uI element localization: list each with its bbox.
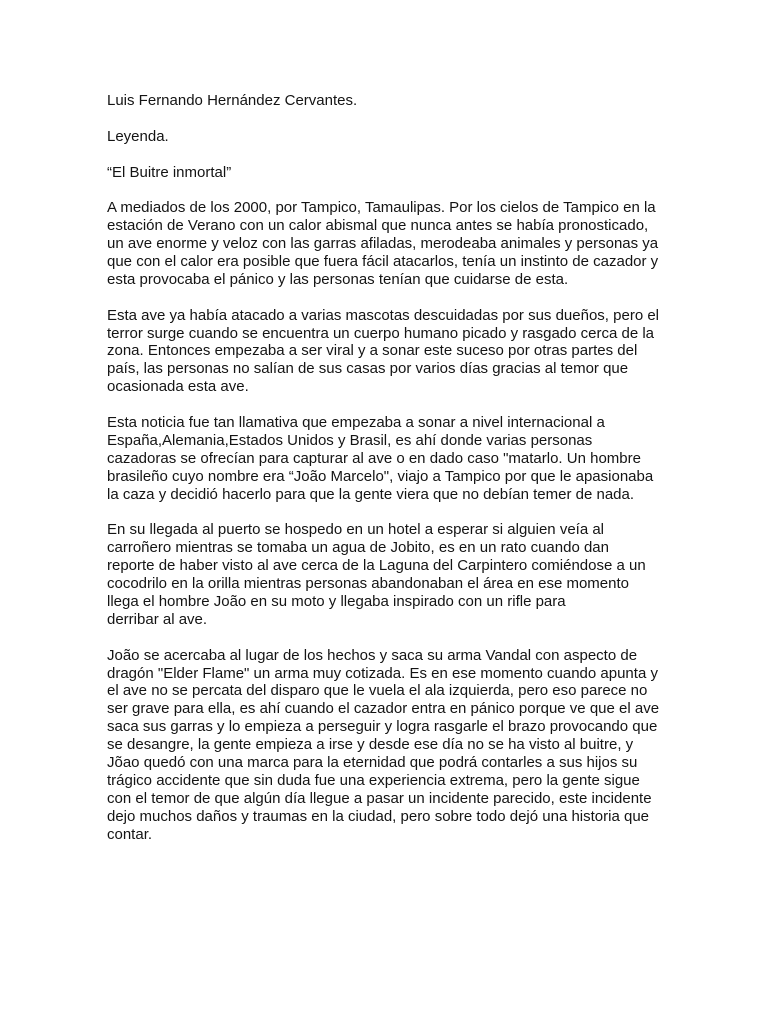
paragraph-line: Esta ave ya había atacado a varias mascotas descuidadas por sus dueños, pero el [107, 306, 660, 324]
paragraph-line: zona. Entonces empezaba a ser viral y a sonar este suceso por otras partes del [107, 342, 638, 360]
paragraph-line: ocasionada esta ave. [107, 378, 249, 396]
paragraph-line: Esta noticia fue tan llamativa que empezaba a sonar a nivel internacional a [107, 414, 605, 432]
paragraph-line: país, las personas no salían de sus casas por varios días gracias al temor que [107, 360, 629, 378]
paragraph-line: reporte de haber visto al ave cerca de la Laguna del Carpintero comiéndose a un [107, 557, 646, 575]
paragraph-line: dejo muchos daños y traumas en la ciudad, pero sobre todo dejó una historia que [107, 807, 650, 825]
paragraph-line: cocodrilo en la orilla mientras personas abandonaban el área en ese momento [107, 575, 629, 593]
paragraph-line: derribar al ave. [107, 610, 208, 628]
paragraph-line: se desangre, la gente empieza a irse y desde ese día no se ha visto al buitre, y [107, 736, 634, 754]
paragraph-line: llega el hombre João en su moto y llegaba inspirado con un rifle para [107, 592, 566, 610]
paragraph-line: saca sus garras y lo empieza a perseguir y logra rasgarle el brazo provocando que [107, 718, 658, 736]
paragraph-line: que con el calor era posible que fuera fácil atacarlos, tenía un instinto de cazador y [107, 253, 659, 271]
paragraph-line: carroñero mientras se tomaba un agua de Jobito, es en un rato cuando dan [107, 539, 609, 557]
document-body [107, 92, 659, 861]
story-title: “El Buitre inmortal” [107, 163, 232, 181]
paragraph-1 [107, 199, 659, 288]
paragraph-line: España,Alemania,Estados Unidos y Brasil, es ahí donde varias personas [107, 431, 593, 449]
paragraph-line: cazadoras se ofrecían para capturar al ave o en dado caso "matarlo. Un hombre [107, 449, 641, 467]
paragraph-line: João se acercaba al lugar de los hechos y saca su arma Vandal con aspecto de [107, 646, 638, 664]
paragraph-4 [107, 521, 659, 628]
paragraph-line: estación de Verano con un calor abismal que nunca antes se había pronosticado, [107, 217, 649, 235]
paragraph-line: A mediados de los 2000, por Tampico, Tamaulipas. Por los cielos de Tampico en la [107, 199, 656, 217]
paragraph-3 [107, 414, 659, 503]
paragraph-line: un ave enorme y veloz con las garras afiladas, merodeaba animales y personas ya [107, 235, 659, 253]
paragraph-line: la caza y decidió hacerlo para que la gente viera que no debían temer de nada. [107, 485, 635, 503]
author-name: Luis Fernando Hernández Cervantes. [107, 92, 358, 109]
paragraph-line: esta provocaba el pánico y las personas tenían que cuidarse de esta. [107, 270, 569, 288]
paragraph-line: con el temor de que algún día llegue a pasar un incidente parecido, este incidente [107, 789, 652, 807]
genre-label: Leyenda. [107, 127, 169, 145]
paragraph-5 [107, 647, 659, 844]
paragraph-2 [107, 307, 659, 396]
paragraph-line: brasileño cuyo nombre era “João Marcelo", viajo a Tampico por que le apasionaba [107, 467, 654, 485]
paragraph-line: Jõao quedó con una marca para la eternidad que podrá contarles a sus hijos su [107, 753, 638, 771]
paragraph-line: terror surge cuando se encuentra un cuerpo humano picado y rasgado cerca de la [107, 324, 655, 342]
paragraph-line: En su llegada al puerto se hospedo en un hotel a esperar si alguien veía al [107, 521, 605, 539]
paragraph-line: dragón "Elder Flame" un arma muy cotizada. Es en ese momento cuando apunta y [107, 664, 658, 682]
paragraph-line: el ave no se percata del disparo que le vuela el ala izquierda, pero eso parece no [107, 682, 648, 700]
paragraph-line: contar. [107, 825, 153, 843]
paragraph-line: trágico accidente que sin duda fue una experiencia extrema, pero la gente sigue [107, 771, 640, 789]
paragraph-line: ser grave para ella, es ahí cuando el cazador entra en pánico porque ve que el ave [107, 700, 660, 718]
